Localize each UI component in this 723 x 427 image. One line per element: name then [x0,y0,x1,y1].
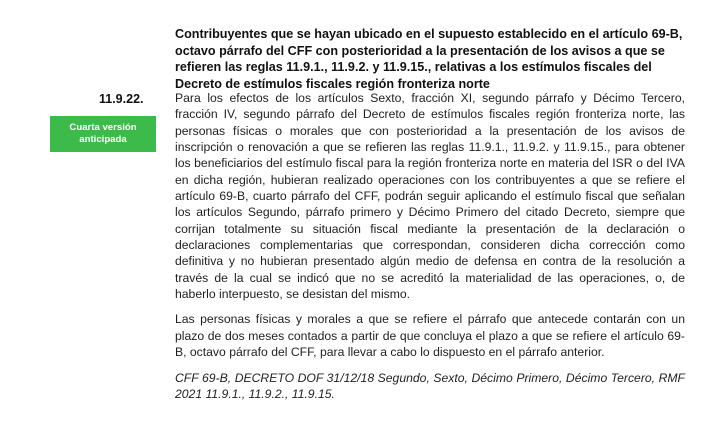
rule-paragraph-2: Las personas físicas y morales a que se refiere el párrafo que antecede contarán con un plazo de dos meses contados a partir de que concluya el plazo a que se refiere el artículo 69-B, octavo párrafo del CFF, para llevar a cabo lo dispuesto en el párrafo anterior. [175,312,685,360]
rule-number: 11.9.22. [99,92,144,106]
rule-title: Contribuyentes que se hayan ubicado en el supuesto establecido en el artículo 69-B, octavo párrafo del CFF con posterioridad a la presentación de los avisos a que se refieren las reglas 11.9.1., 11.9.2. y 11.9.15., relativas a los estímulos fiscales del Decreto de estímulos fiscales región fronteriza norte [175,27,683,91]
rule-paragraph-1: Para los efectos de los artículos Sexto, fracción XI, segundo párrafo y Décimo Tercero, fracción IV, segundo párrafo del Decreto de estímulos fiscales región fronteriza norte, las personas físicas o morales que con posterioridad a la presentación de los avisos de inscripción o renovación a que se refieren las reglas 11.9.1., 11.9.2. y 11.9.15., para obtener los beneficiarios del estímulo fiscal para la región fronteriza norte en materia del ISR o del IVA en dicha región, hubieran realizado operaciones con los contribuyentes a que se refiere el artículo 69-B, cuarto párrafo del CFF, podrán seguir aplicando el estímulo fiscal que señalan los artículos Segundo, párrafo primero y Décimo Primero del citado Decreto, siempre que corrijan totalmente su situación fiscal mediante la presentación de la declaración o declaraciones complementarias que correspondan, consideren dicha corrección como definitiva y no hubieran presentado algún medio de defensa en contra de la resolución a través de la cual se indicó que no se acreditó la materialidad de las operaciones, o, de haberlo interpuesto, se desistan del mismo. [175,91,685,302]
version-badge-label: Cuarta versión anticipada [69,121,137,145]
rule-body [175,90,685,402]
rule-references: CFF 69-B, DECRETO DOF 31/12/18 Segundo, Sexto, Décimo Primero, Décimo Tercero, RMF 2021 11.9.1., 11.9.2., 11.9.15. [175,370,685,401]
version-badge [50,116,156,152]
